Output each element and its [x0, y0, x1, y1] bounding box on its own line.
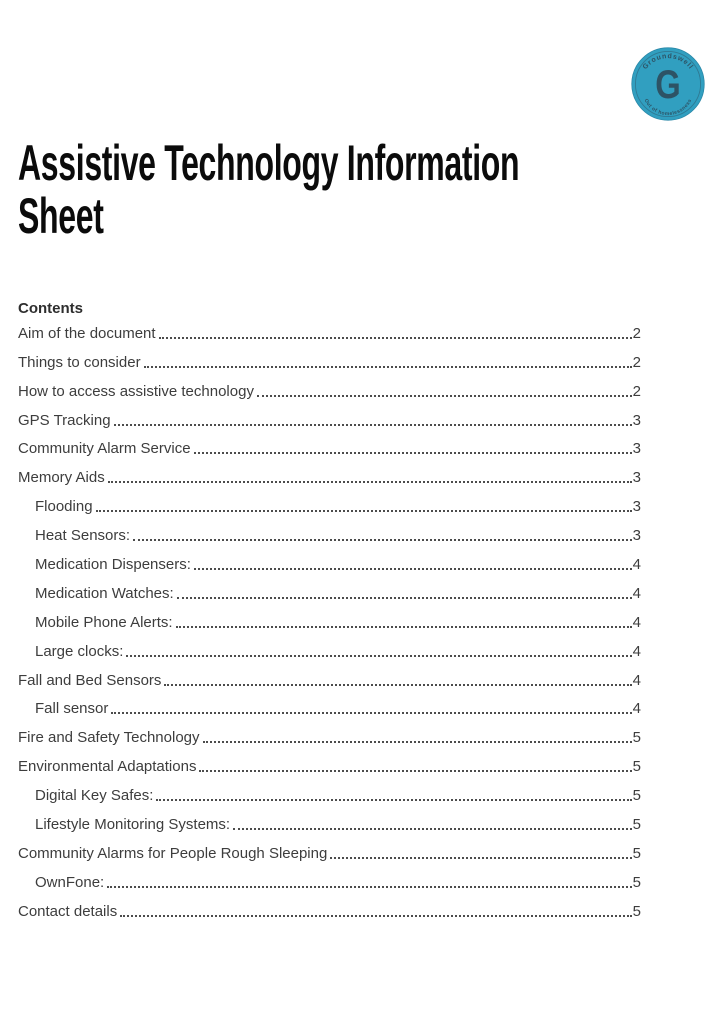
toc-page-number: 3 [632, 498, 641, 516]
toc-entry [18, 752, 641, 781]
toc-page-number: 5 [632, 787, 641, 805]
toc-page-number: 5 [632, 816, 641, 834]
toc-dot-leader [177, 597, 632, 599]
toc-dot-leader [126, 655, 631, 657]
groundswell-logo [631, 46, 705, 122]
toc-dot-leader [257, 395, 632, 397]
toc-page-number: 5 [632, 758, 641, 776]
document-title-line-1: Assistive Technology Information [18, 135, 520, 191]
document-title-line-2: Sheet [18, 188, 104, 244]
toc-entry [18, 319, 641, 348]
toc-entry-label: Medication Watches: [35, 584, 174, 602]
toc-page-number: 4 [632, 671, 641, 689]
toc-entry [18, 723, 641, 752]
logo-letter-g: G [655, 61, 681, 107]
toc-entry-label: Community Alarms for People Rough Sleeping [18, 844, 328, 862]
toc-entry-label: Large clocks: [35, 642, 124, 660]
logo-tagline: Out of homelessness [642, 97, 694, 118]
toc-entry-label: OwnFone: [35, 873, 105, 891]
groundswell-logo-icon [631, 46, 705, 122]
toc-page-number: 4 [632, 700, 641, 718]
toc-entry-label: Flooding [35, 498, 93, 516]
toc-entry [18, 637, 641, 666]
toc-entry [18, 839, 641, 868]
toc-dot-leader [107, 886, 631, 888]
toc-entry-label: Things to consider [18, 353, 141, 371]
toc-entry [18, 492, 641, 521]
toc-entry [18, 406, 641, 435]
toc-page-number: 5 [632, 873, 641, 891]
toc-dot-leader [164, 684, 631, 686]
contents-heading: Contents [18, 300, 83, 317]
toc-entry [18, 435, 641, 464]
toc-page-number: 4 [632, 556, 641, 574]
toc-page-number: 4 [632, 584, 641, 602]
toc-entry-label: Fire and Safety Technology [18, 729, 200, 747]
toc-entry-label: Fall and Bed Sensors [18, 671, 162, 689]
toc-entry-label: GPS Tracking [18, 411, 111, 429]
toc-entry-label: Community Alarm Service [18, 440, 191, 458]
toc-entry [18, 897, 641, 926]
toc-page-number: 5 [632, 902, 641, 920]
toc-entry-label: Fall sensor [35, 700, 109, 718]
toc-entry [18, 377, 641, 406]
toc-page-number: 3 [632, 411, 641, 429]
toc-dot-leader [233, 828, 632, 830]
toc-page-number: 2 [632, 382, 641, 400]
toc-entry-label: Digital Key Safes: [35, 787, 154, 805]
toc-entry [18, 868, 641, 897]
toc-dot-leader [111, 712, 631, 714]
toc-page-number: 2 [632, 324, 641, 342]
toc-entry [18, 695, 641, 724]
toc-entry [18, 521, 641, 550]
toc-dot-leader [194, 568, 632, 570]
toc-entry-label: Contact details [18, 902, 118, 920]
toc-dot-leader [203, 741, 632, 743]
toc-entry-label: How to access assistive technology [18, 382, 254, 400]
toc-dot-leader [159, 337, 632, 339]
toc-entry [18, 666, 641, 695]
toc-entry [18, 550, 641, 579]
toc-page-number: 5 [632, 844, 641, 862]
toc-page-number: 5 [632, 729, 641, 747]
toc-dot-leader [120, 915, 631, 917]
toc-entry [18, 579, 641, 608]
toc-entry [18, 348, 641, 377]
document-title [18, 137, 708, 243]
toc-page-number: 2 [632, 353, 641, 371]
logo-org-name: Groundswell [641, 52, 695, 71]
toc-entry [18, 781, 641, 810]
toc-entry-label: Aim of the document [18, 324, 156, 342]
toc-page-number: 3 [632, 469, 641, 487]
toc-page-number: 3 [632, 527, 641, 545]
table-of-contents [18, 319, 641, 926]
toc-page-number: 3 [632, 440, 641, 458]
toc-entry-label: Heat Sensors: [35, 527, 131, 545]
toc-dot-leader [114, 424, 632, 426]
toc-entry-label: Environmental Adaptations [18, 758, 197, 776]
toc-entry [18, 463, 641, 492]
toc-entry [18, 810, 641, 839]
toc-dot-leader [144, 366, 632, 368]
toc-dot-leader [199, 770, 631, 772]
toc-dot-leader [96, 510, 632, 512]
toc-dot-leader [156, 799, 631, 801]
toc-page-number: 4 [632, 642, 641, 660]
toc-dot-leader [133, 539, 632, 541]
toc-dot-leader [194, 452, 632, 454]
toc-entry-label: Memory Aids [18, 469, 105, 487]
toc-page-number: 4 [632, 613, 641, 631]
toc-entry-label: Mobile Phone Alerts: [35, 613, 173, 631]
toc-entry [18, 608, 641, 637]
toc-dot-leader [108, 481, 632, 483]
toc-dot-leader [330, 857, 631, 859]
toc-entry-label: Lifestyle Monitoring Systems: [35, 816, 231, 834]
toc-dot-leader [176, 626, 632, 628]
toc-entry-label: Medication Dispensers: [35, 556, 191, 574]
